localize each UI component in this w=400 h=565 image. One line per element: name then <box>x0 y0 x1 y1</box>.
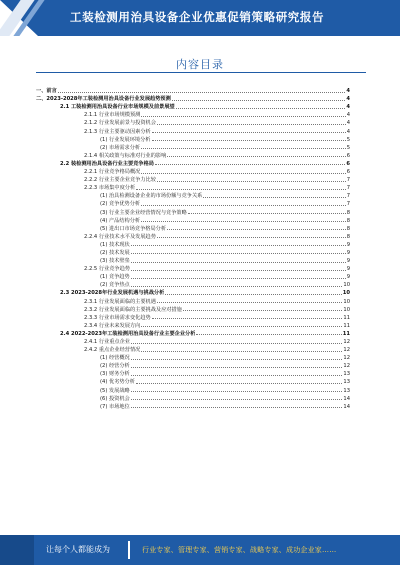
toc-entry-page: 12 <box>343 355 350 362</box>
toc-entry-page: 8 <box>346 225 350 232</box>
toc-entry-label: (4) 产品结构分析 <box>100 217 141 224</box>
toc-entry-page: 10 <box>343 306 350 313</box>
toc-leader-dots <box>58 92 346 93</box>
toc-entry-page: 5 <box>346 136 350 143</box>
toc-entry-label: (5) 进出口市场竞争格局分析 <box>100 225 167 232</box>
toc-entry-page: 4 <box>346 104 350 111</box>
toc-leader-dots <box>131 343 342 344</box>
footer-banner <box>0 535 400 565</box>
toc-leader-dots <box>165 294 341 295</box>
toc-entry[interactable] <box>36 377 350 385</box>
toc-leader-dots <box>131 399 343 400</box>
toc-entry[interactable] <box>36 207 350 215</box>
toc-leader-dots <box>196 334 341 335</box>
toc-entry[interactable] <box>36 305 350 313</box>
toc-entry-label: 2.2.2 行业主要企业竞争力比较 <box>84 177 156 184</box>
report-header <box>0 0 400 36</box>
toc-entry-label: (2) 竞争优势分析 <box>100 201 141 208</box>
toc-entry[interactable] <box>36 151 350 159</box>
toc-entry[interactable] <box>36 272 350 280</box>
toc-leader-dots <box>131 375 343 376</box>
toc-entry[interactable] <box>36 353 350 361</box>
toc-entry[interactable] <box>36 296 350 304</box>
footer-divider <box>128 541 130 559</box>
toc-entry-page: 13 <box>343 379 350 386</box>
toc-entry-page: 10 <box>343 282 350 289</box>
toc-entry[interactable] <box>36 394 350 402</box>
toc-leader-dots <box>141 173 345 174</box>
toc-leader-dots <box>131 278 346 279</box>
toc-leader-dots <box>152 318 343 319</box>
toc-entry-page: 7 <box>346 193 350 200</box>
toc-entry[interactable] <box>36 86 350 94</box>
toc-leader-dots <box>183 310 343 311</box>
toc-entry-label: (2) 技术发展 <box>100 249 130 256</box>
toc-entry-label: (1) 治具检测设备企业的市场份额与竞争关系 <box>100 193 203 200</box>
toc-entry-page: 4 <box>346 112 350 119</box>
toc-entry[interactable] <box>36 110 350 118</box>
toc-entry-label: (7) 市场地位 <box>100 403 130 410</box>
toc-entry-label: 2.1.1 行业市场规模预测 <box>84 112 141 119</box>
toc-entry[interactable] <box>36 102 350 110</box>
toc-entry-page: 11 <box>343 314 350 321</box>
toc-entry-label: (1) 行业发展环境分析 <box>100 136 151 143</box>
footer-decor <box>0 535 34 565</box>
toc-entry-page: 12 <box>343 363 350 370</box>
table-of-contents <box>36 86 350 410</box>
toc-leader-dots <box>131 407 343 408</box>
toc-entry[interactable] <box>36 369 350 377</box>
toc-entry[interactable] <box>36 126 350 134</box>
toc-entry-page: 7 <box>346 177 350 184</box>
toc-entry-label: 2.1.3 行业主要驱动因素分析 <box>84 128 151 135</box>
toc-title: 内容目录 <box>176 58 224 71</box>
toc-entry-page: 12 <box>343 347 350 354</box>
toc-entry-label: (2) 竞争热点 <box>100 282 130 289</box>
toc-leader-dots <box>141 116 345 117</box>
toc-entry-page: 6 <box>346 160 350 167</box>
toc-leader-dots <box>141 205 346 206</box>
toc-entry-label: 2.3.3 行业市场需求变化趋势 <box>84 314 151 321</box>
toc-entry-label: (1) 竞争趋势 <box>100 274 130 281</box>
toc-entry[interactable] <box>36 361 350 369</box>
toc-entry-page: 11 <box>342 330 350 337</box>
toc-entry-page: 4 <box>346 96 350 103</box>
toc-leader-dots <box>131 359 343 360</box>
report-title: 工装检测用治具设备企业优惠促销策略研究报告 <box>70 10 325 24</box>
toc-entry-page: 8 <box>346 233 350 240</box>
toc-entry[interactable] <box>36 385 350 393</box>
toc-leader-dots <box>188 213 346 214</box>
toc-entry-label: (2) 市场需求分析 <box>100 144 141 151</box>
toc-leader-dots <box>131 253 346 254</box>
toc-leader-dots <box>131 391 343 392</box>
toc-leader-dots <box>157 181 346 182</box>
toc-entry[interactable] <box>36 135 350 143</box>
toc-entry-label: 2.3.4 行业未来发展方向 <box>84 322 141 329</box>
toc-leader-dots <box>141 148 346 149</box>
toc-leader-dots <box>131 262 346 263</box>
toc-entry-label: (3) 技术壁垒 <box>100 258 130 265</box>
toc-entry[interactable] <box>36 288 350 296</box>
toc-entry-label: 2.1 工装检测用治具设备行业市场规模及前景展望 <box>60 104 175 111</box>
toc-entry-page: 10 <box>342 290 350 297</box>
toc-entry[interactable] <box>36 143 350 151</box>
toc-entry[interactable] <box>36 118 350 126</box>
toc-entry-label: (4) 优劣势分析 <box>100 379 135 386</box>
toc-entry-label: 2.2.4 行业技术水平及发展趋势 <box>84 233 156 240</box>
toc-entry-page: 4 <box>346 88 350 95</box>
toc-entry-page: 8 <box>346 217 350 224</box>
toc-leader-dots <box>141 221 346 222</box>
toc-entry-page: 4 <box>346 128 350 135</box>
toc-entry-page: 6 <box>346 152 350 159</box>
toc-leader-dots <box>155 164 345 165</box>
toc-entry[interactable] <box>36 94 350 102</box>
toc-title-underline <box>36 72 366 73</box>
toc-entry[interactable] <box>36 191 350 199</box>
toc-leader-dots <box>131 270 346 271</box>
toc-leader-dots <box>176 108 346 109</box>
toc-entry-page: 9 <box>346 249 350 256</box>
toc-leader-dots <box>157 302 342 303</box>
toc-leader-dots <box>157 237 346 238</box>
toc-entry-page: 13 <box>343 371 350 378</box>
toc-entry[interactable] <box>36 224 350 232</box>
toc-leader-dots <box>136 189 346 190</box>
toc-leader-dots <box>203 197 345 198</box>
toc-leader-dots <box>167 156 345 157</box>
toc-entry-label: 2.4.2 重点企业经营情况 <box>84 347 141 354</box>
toc-entry-page: 4 <box>346 120 350 127</box>
toc-entry-label: (2) 经营分析 <box>100 363 130 370</box>
toc-entry-label: 2.3.2 行业发展面临的主要挑战及应对措施 <box>84 306 182 313</box>
toc-entry-page: 8 <box>346 209 350 216</box>
toc-leader-dots <box>141 351 342 352</box>
toc-entry-page: 6 <box>346 169 350 176</box>
toc-entry-page: 11 <box>343 322 350 329</box>
toc-entry-label: (1) 经营概况 <box>100 355 130 362</box>
toc-leader-dots <box>152 140 346 141</box>
toc-entry-label: 二、2023-2028年工装检测用治具设备行业发展趋势预测 <box>36 96 171 103</box>
toc-entry[interactable] <box>36 256 350 264</box>
toc-entry[interactable] <box>36 216 350 224</box>
toc-entry-page: 10 <box>343 298 350 305</box>
toc-leader-dots <box>172 100 346 101</box>
toc-leader-dots <box>131 286 343 287</box>
toc-leader-dots <box>131 367 343 368</box>
toc-entry[interactable] <box>36 329 350 337</box>
toc-entry-page: 13 <box>343 387 350 394</box>
toc-entry[interactable] <box>36 199 350 207</box>
toc-entry-label: (3) 财务分析 <box>100 371 130 378</box>
toc-entry-page: 12 <box>343 339 350 345</box>
toc-entry-label: (3) 行业主要企业经营情况与竞争策略 <box>100 209 187 216</box>
footer-slogan-left: 让每个人都能成为 <box>46 545 110 554</box>
toc-leader-dots <box>131 245 346 246</box>
toc-entry[interactable] <box>36 248 350 256</box>
toc-entry-page: 14 <box>343 395 350 402</box>
toc-entry-page: 9 <box>346 274 350 281</box>
toc-entry-label: 2.1.2 行业发展前景与投资机会 <box>84 120 156 127</box>
toc-entry-page: 9 <box>346 258 350 265</box>
toc-entry[interactable] <box>36 264 350 272</box>
toc-entry[interactable] <box>36 313 350 321</box>
toc-entry-page: 7 <box>346 201 350 208</box>
toc-entry-label: 2.4.1 行业重点企业 <box>84 339 130 345</box>
toc-entry[interactable] <box>36 167 350 175</box>
toc-entry-label: 2.4 2022-2023年工装检测用治具设备行业主要企业分析 <box>60 330 196 337</box>
toc-entry-label: 2.3.1 行业发展面临的主要机遇 <box>84 298 156 305</box>
toc-leader-dots <box>141 326 342 327</box>
toc-entry-page: 9 <box>346 241 350 248</box>
toc-entry[interactable] <box>36 240 350 248</box>
toc-leader-dots <box>136 383 342 384</box>
toc-entry[interactable] <box>36 175 350 183</box>
toc-entry-page: 7 <box>346 185 350 192</box>
toc-leader-dots <box>167 229 346 230</box>
toc-entry-label: 2.2.3 市场集中度分析 <box>84 185 136 192</box>
toc-entry[interactable] <box>36 159 350 167</box>
toc-entry[interactable] <box>36 183 350 191</box>
toc-entry-label: 一、前言 <box>36 88 57 95</box>
toc-entry[interactable] <box>36 337 350 345</box>
toc-entry-page: 5 <box>346 144 350 151</box>
toc-entry-label: (1) 技术现状 <box>100 241 130 248</box>
toc-entry-label: 2.2 装检测用治具设备行业主要竞争格局 <box>60 160 154 167</box>
toc-entry[interactable] <box>36 280 350 288</box>
toc-leader-dots <box>157 124 346 125</box>
toc-entry[interactable] <box>36 232 350 240</box>
toc-entry-label: 2.2.1 行业竞争格局概况 <box>84 169 141 176</box>
toc-entry-label: 2.1.4 相关政策与标准对行业的影响 <box>84 152 167 159</box>
toc-entry-label: (6) 投资机会 <box>100 395 130 402</box>
toc-entry-page: 14 <box>343 403 350 410</box>
toc-entry[interactable] <box>36 321 350 329</box>
footer-slogan-right: 行业专家、管理专家、营销专家、战略专家、成功企业家…… <box>142 546 337 554</box>
toc-entry[interactable] <box>36 402 350 410</box>
toc-entry-label: 2.2.5 行业竞争趋势 <box>84 266 130 273</box>
toc-entry[interactable] <box>36 345 350 353</box>
toc-entry-label: 2.3 2023-2028年行业发展机遇与挑战分析 <box>60 290 165 297</box>
toc-entry-page: 9 <box>346 266 350 273</box>
toc-entry-label: (5) 发展战略 <box>100 387 130 394</box>
toc-leader-dots <box>152 132 346 133</box>
